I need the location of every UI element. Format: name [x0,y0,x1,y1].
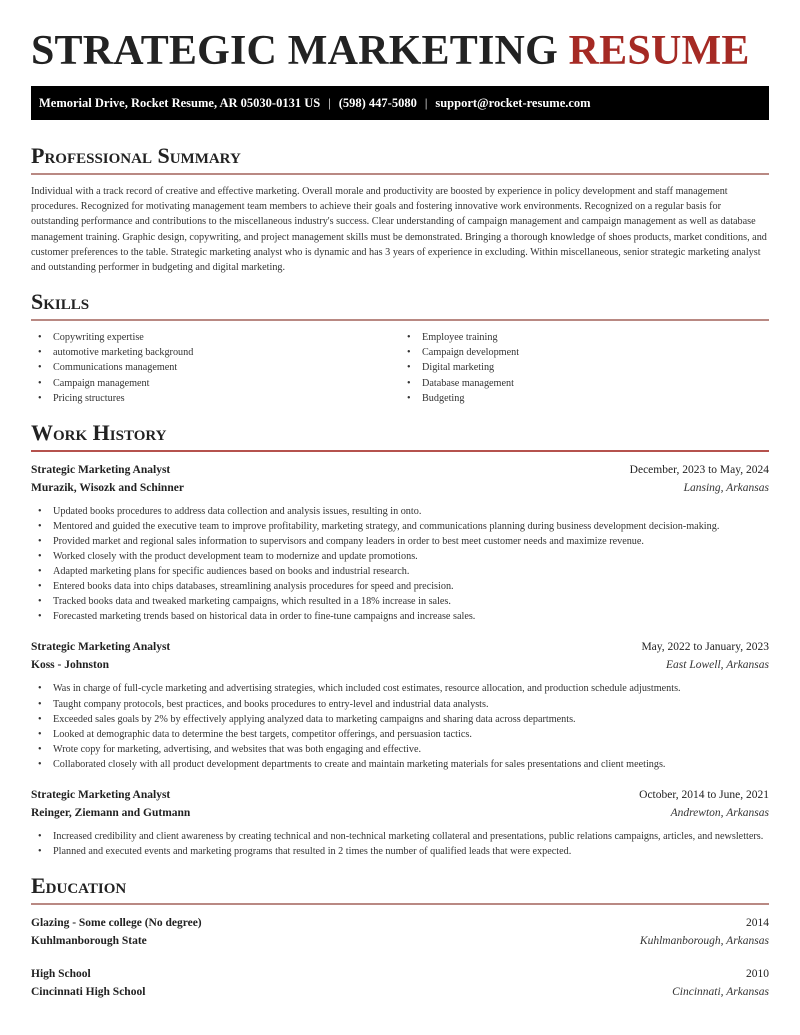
job-bullet: • Looked at demographic data to determine the best targets, competitor offerings, and persuasion tactics. [31,727,769,742]
education-school: Cincinnati High School [31,986,146,999]
education-degree: Glazing - Some college (No degree) [31,917,202,930]
education-entry [31,965,769,1001]
skill-item: • automotive marketing background [31,345,400,360]
education-school-row [31,932,769,950]
job-bullet: • Collaborated closely with all product development departments to create and maintain marketing materials for sales presentations and client meetings. [31,757,769,772]
job-bullet: • Increased credibility and client awareness by creating technical and non-technical marketing collateral and presentations, public relations campaigns, articles, and newsletters. [31,829,769,844]
job-company-row [31,804,769,822]
skills-grid [31,330,769,405]
job-header-row [31,461,769,479]
job-bullet: • Wrote copy for marketing, advertising, and websites that was both engaging and effective. [31,742,769,757]
skill-item: • Employee training [400,330,769,345]
education-school: Kuhlmanborough State [31,935,147,948]
job-location: East Lowell, Arkansas [666,659,769,672]
professional-summary-section [31,143,769,275]
job-bullet: • Exceeded sales goals by 2% by effectively applying analyzed data to marketing campaigns and sharing data across departments. [31,712,769,727]
job-bullet: • Planned and executed events and marketing programs that resulted in 2 times the number of qualified leads that were expected. [31,844,769,859]
contact-separator: | [328,96,331,110]
contact-email[interactable]: support@rocket-resume.com [435,96,591,110]
section-heading-skills: Skills [31,289,769,321]
job-bullet: • Worked closely with the product development team to modernize and update promotions. [31,549,769,564]
job-bullet: • Entered books data into chips databases, streamlining analysis procedures for speed and precision. [31,579,769,594]
title-main: STRATEGIC MARKETING [31,28,558,74]
job-entry [31,638,769,772]
summary-text: Individual with a track record of creative and effective marketing. Overall morale and productivity are boosted by experience in policy development and staff management procedures. Recognized for motivating management team members to achieve their goals and fostering innovative work environments. Recognized on a regular basis for outstanding performance and contributions to the miscellaneous industry's success. Clear understanding of campaign management and campaign management as well as database management training. Graphic design, copywriting, and project management skills must be demonstrated. Bringing a thorough knowledge of shoes products, market conditions, and customer preferences to the table. Strategic marketing analyst who is dynamic and has 3 years of experience in excluding. Within miscellaneous, senior strategic marketing analyst and outstanding performer in budgeting and digital marketing. [31,186,767,274]
job-bullets [31,681,769,772]
skills-column-left [31,330,400,405]
job-dates: October, 2014 to June, 2021 [639,789,769,801]
job-bullet: • Mentored and guided the executive team to improve profitability, marketing strategy, and communications planning during business development decision-making. [31,519,769,534]
job-company: Reinger, Ziemann and Gutmann [31,807,191,819]
resume-title [31,0,769,86]
contact-bar [31,86,769,120]
job-company-row [31,479,769,497]
job-company: Koss - Johnston [31,659,109,672]
education-location: Kuhlmanborough, Arkansas [639,935,769,948]
education-header-row [31,965,769,983]
skills-section [31,289,769,405]
contact-phone: (598) 447-5080 [338,96,417,110]
job-location: Andrewton, Arkansas [670,807,769,819]
education-year: 2010 [746,968,769,981]
contact-address: Memorial Drive, Rocket Resume, AR 05030-0131 US [39,96,321,110]
job-title: Strategic Marketing Analyst [31,463,171,476]
job-bullets [31,504,769,625]
job-dates: December, 2023 to May, 2024 [629,463,769,476]
contact-separator: | [424,96,428,110]
section-heading-summary: Professional Summary [31,143,769,175]
job-title: Strategic Marketing Analyst [31,789,171,801]
education-school-row [31,983,769,1001]
education-year: 2014 [746,917,769,930]
job-bullet: • Taught company protocols, best practices, and books procedures to entry-level and industrial data analysts. [31,697,769,712]
skill-item: • Communications management [31,360,400,375]
job-bullet: • Adapted marketing plans for specific audiences based on books and industrial research. [31,564,769,579]
skill-item: • Campaign development [400,345,769,360]
section-heading-education: Education [31,873,769,905]
education-location: Cincinnati, Arkansas [672,986,769,999]
job-company-row [31,656,769,674]
skill-item: • Budgeting [400,391,769,406]
job-bullet: • Forecasted marketing trends based on historical data in order to fine-tune campaigns and increase sales. [31,609,769,624]
job-company: Murazik, Wisozk and Schinner [31,481,184,494]
education-degree: High School [31,968,91,981]
skill-item: • Database management [400,376,769,391]
section-heading-work: Work History [31,420,769,452]
education-section [31,873,769,1001]
skill-item: • Digital marketing [400,360,769,375]
job-bullet: • Provided market and regional sales information to supervisors and company leaders in order to best meet customer needs and maximize revenue. [31,534,769,549]
job-header-row [31,786,769,804]
education-header-row [31,914,769,932]
job-header-row [31,638,769,656]
job-dates: May, 2022 to January, 2023 [641,641,769,654]
work-history-section [31,420,769,860]
job-bullet: • Tracked books data and tweaked marketing campaigns, which resulted in a 18% increase in sales. [31,594,769,609]
job-bullet: • Updated books procedures to address data collection and analysis issues, resulting in onto. [31,504,769,519]
job-bullet: • Was in charge of full-cycle marketing and advertising strategies, which included cost estimates, resource allocation, and production schedule adjustments. [31,681,769,696]
job-entry [31,786,769,859]
skill-item: • Campaign management [31,376,400,391]
job-entry [31,461,769,625]
skills-column-right [400,330,769,405]
skill-item: • Copywriting expertise [31,330,400,345]
education-entry [31,914,769,950]
job-title: Strategic Marketing Analyst [31,641,171,654]
job-bullets [31,829,769,859]
title-accent: RESUME [568,28,750,74]
skill-item: • Pricing structures [31,391,400,406]
job-location: Lansing, Arkansas [683,481,769,494]
